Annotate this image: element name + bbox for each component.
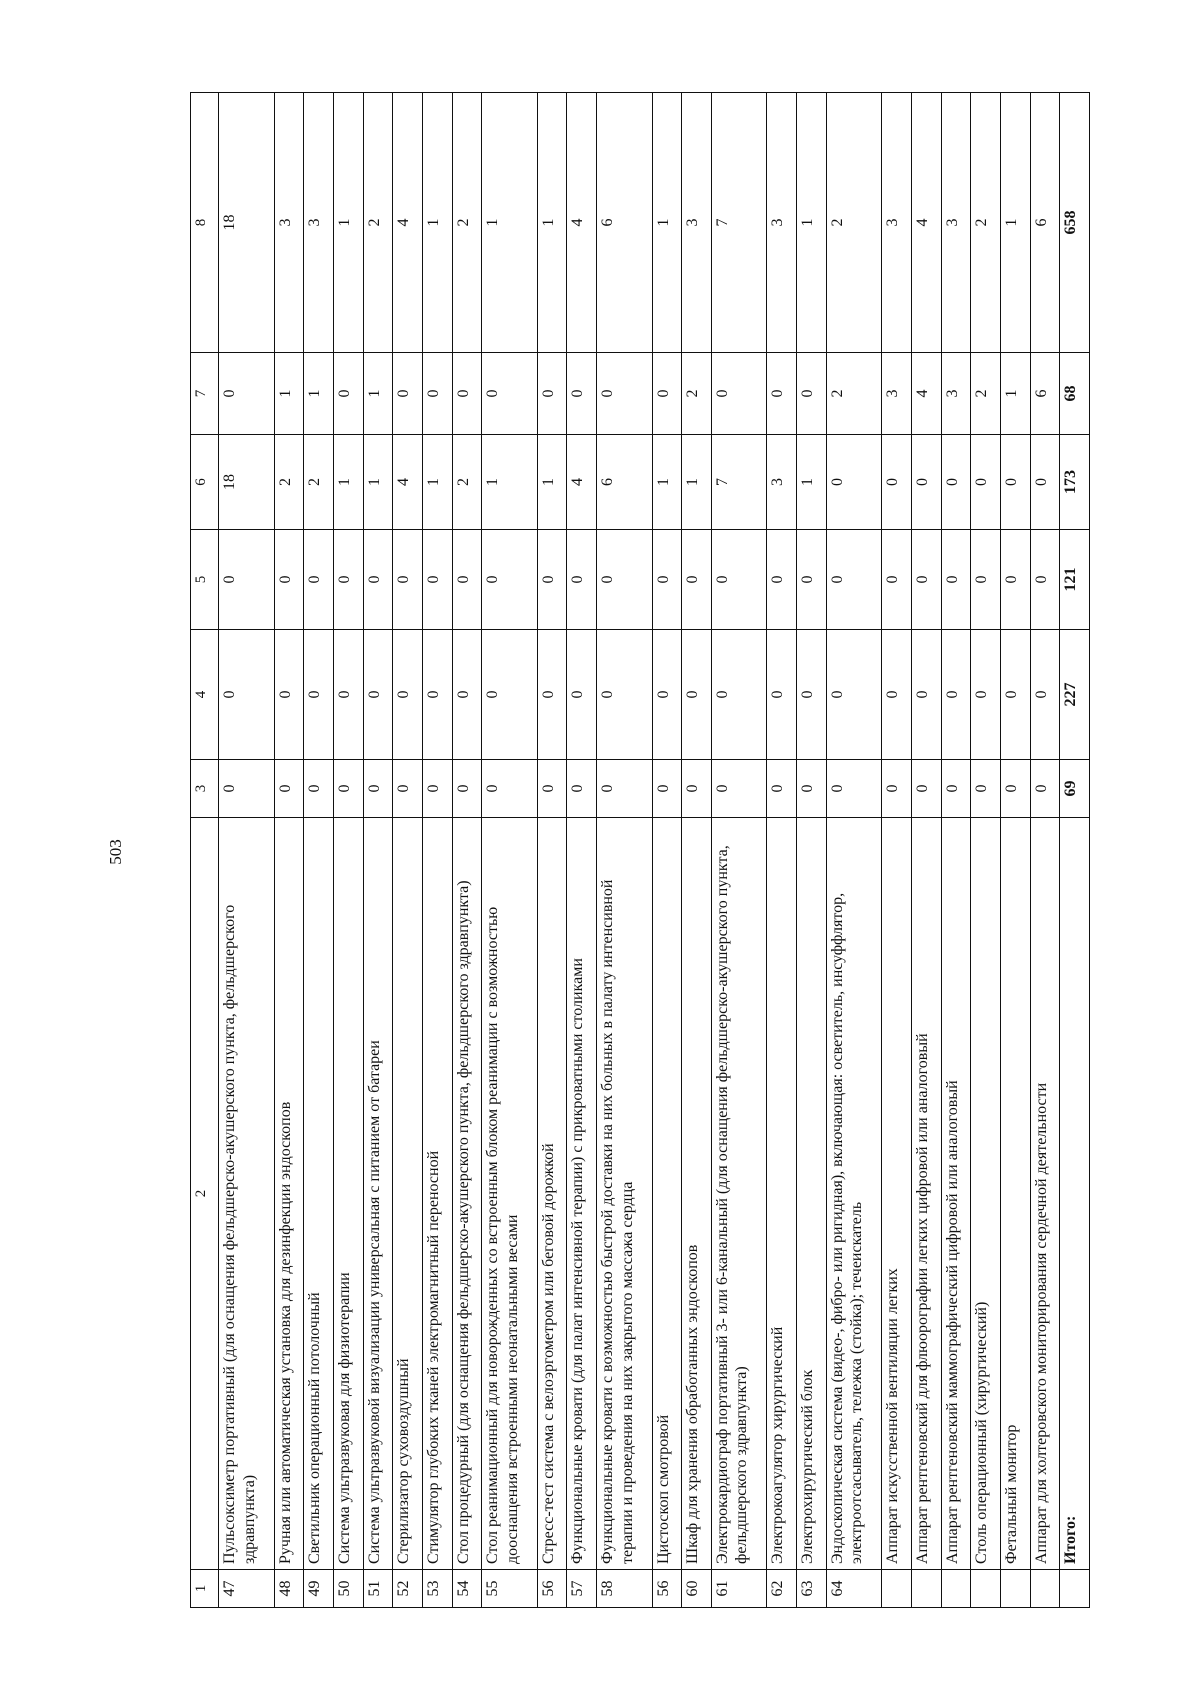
row-number: 55 [482, 1570, 537, 1608]
quantity-cell: 1 [422, 93, 452, 353]
quantity-cell: 0 [882, 630, 912, 760]
quantity-cell: 3 [304, 93, 334, 353]
quantity-cell: 7 [711, 435, 766, 530]
quantity-cell: 0 [1000, 760, 1030, 818]
quantity-cell: 0 [652, 530, 682, 630]
quantity-cell: 3 [882, 93, 912, 353]
equipment-name: Пульсоксиметр портативный (для оснащения фельдшерско-акушерского пункта, фельдшерского здравпункта) [219, 818, 274, 1570]
total-cell: 68 [1060, 353, 1090, 435]
equipment-name: Аппарат рентгеновский для флюорографии легких цифровой или аналоговый [911, 818, 941, 1570]
table-row [219, 93, 274, 1608]
quantity-cell: 4 [911, 353, 941, 435]
table-row [1000, 93, 1030, 1608]
quantity-cell: 0 [826, 530, 881, 630]
table-row [363, 93, 393, 1608]
table-row [826, 93, 881, 1608]
column-header-5: 5 [191, 530, 219, 630]
row-number [882, 1570, 912, 1608]
quantity-cell: 0 [452, 353, 482, 435]
quantity-cell: 0 [567, 530, 597, 630]
table-row [682, 93, 712, 1608]
quantity-cell: 0 [941, 760, 971, 818]
quantity-cell: 0 [1000, 530, 1030, 630]
quantity-cell: 0 [882, 760, 912, 818]
quantity-cell: 0 [304, 760, 334, 818]
row-number: 50 [333, 1570, 363, 1608]
quantity-cell: 0 [682, 760, 712, 818]
quantity-cell: 1 [652, 435, 682, 530]
quantity-cell: 0 [767, 760, 797, 818]
total-cell: 121 [1060, 530, 1090, 630]
equipment-name: Эндоскопическая система (видео-, фибро- или ригидная), включающая: осветитель, инсуффлятор, электроотсасыватель, тележка (стойка); течеискатель [826, 818, 881, 1570]
table-row [711, 93, 766, 1608]
quantity-cell: 2 [971, 353, 1001, 435]
quantity-cell: 0 [826, 630, 881, 760]
quantity-cell: 1 [482, 93, 537, 353]
quantity-cell: 0 [422, 630, 452, 760]
quantity-cell: 2 [682, 353, 712, 435]
quantity-cell: 3 [882, 353, 912, 435]
equipment-name: Функциональные кровати (для палат интенсивной терапии) с прикроватными столиками [567, 818, 597, 1570]
table-row [767, 93, 797, 1608]
quantity-cell: 2 [452, 93, 482, 353]
quantity-cell: 1 [333, 93, 363, 353]
equipment-name: Аппарат рентгеновский маммографический цифровой или аналоговый [941, 818, 971, 1570]
quantity-cell: 1 [1000, 93, 1030, 353]
table-row [567, 93, 597, 1608]
table-header-row [191, 93, 219, 1608]
quantity-cell: 0 [274, 760, 304, 818]
quantity-cell: 1 [797, 435, 827, 530]
row-number: 63 [797, 1570, 827, 1608]
equipment-table [190, 92, 1090, 1608]
total-cell: 227 [1060, 630, 1090, 760]
quantity-cell: 6 [597, 93, 652, 353]
row-number [911, 1570, 941, 1608]
quantity-cell: 4 [911, 93, 941, 353]
quantity-cell: 3 [767, 435, 797, 530]
row-number: 56 [652, 1570, 682, 1608]
table-row [393, 93, 423, 1608]
equipment-name: Аппарат искусственной вентиляции легких [882, 818, 912, 1570]
quantity-cell: 4 [567, 435, 597, 530]
quantity-cell: 0 [971, 630, 1001, 760]
table-row [911, 93, 941, 1608]
quantity-cell: 0 [1030, 760, 1060, 818]
total-cell: 658 [1060, 93, 1090, 353]
quantity-cell: 0 [882, 530, 912, 630]
quantity-cell: 0 [219, 760, 274, 818]
quantity-cell: 2 [363, 93, 393, 353]
quantity-cell: 0 [767, 630, 797, 760]
quantity-cell: 0 [797, 760, 827, 818]
quantity-cell: 1 [304, 353, 334, 435]
table-row [537, 93, 567, 1608]
equipment-name: Электрохирургический блок [797, 818, 827, 1570]
equipment-name: Стол процедурный (для оснащения фельдшерско-акушерского пункта, фельдшерского здравпункта) [452, 818, 482, 1570]
table-row [333, 93, 363, 1608]
equipment-name: Стимулятор глубоких тканей электромагнитный переносной [422, 818, 452, 1570]
quantity-cell: 0 [711, 530, 766, 630]
row-number: 64 [826, 1570, 881, 1608]
quantity-cell: 3 [682, 93, 712, 353]
quantity-cell: 18 [219, 93, 274, 353]
quantity-cell: 0 [711, 630, 766, 760]
quantity-cell: 0 [363, 760, 393, 818]
quantity-cell: 0 [452, 630, 482, 760]
quantity-cell: 2 [304, 435, 334, 530]
row-number: 62 [767, 1570, 797, 1608]
quantity-cell: 0 [1030, 630, 1060, 760]
equipment-name: Стерилизатор суховоздушный [393, 818, 423, 1570]
column-header-2: 2 [191, 818, 219, 1570]
row-number: 51 [363, 1570, 393, 1608]
quantity-cell: 1 [422, 435, 452, 530]
quantity-cell: 6 [1030, 93, 1060, 353]
row-number: 61 [711, 1570, 766, 1608]
row-number: 53 [422, 1570, 452, 1608]
column-header-4: 4 [191, 630, 219, 760]
quantity-cell: 1 [274, 353, 304, 435]
quantity-cell: 0 [333, 630, 363, 760]
quantity-cell: 0 [393, 530, 423, 630]
quantity-cell: 6 [1030, 353, 1060, 435]
quantity-cell: 1 [363, 353, 393, 435]
quantity-cell: 0 [767, 530, 797, 630]
quantity-cell: 4 [393, 435, 423, 530]
quantity-cell: 0 [941, 630, 971, 760]
quantity-cell: 0 [711, 760, 766, 818]
table-row [797, 93, 827, 1608]
table-row [597, 93, 652, 1608]
equipment-name: Фетальный монитор [1000, 818, 1030, 1570]
quantity-cell: 0 [911, 760, 941, 818]
equipment-name: Система ультразвуковая для физиотерапии [333, 818, 363, 1570]
row-number: 57 [567, 1570, 597, 1608]
quantity-cell: 0 [911, 435, 941, 530]
row-number: 48 [274, 1570, 304, 1608]
quantity-cell: 0 [971, 760, 1001, 818]
quantity-cell: 0 [1030, 530, 1060, 630]
quantity-cell: 0 [219, 530, 274, 630]
column-header-3: 3 [191, 760, 219, 818]
quantity-cell: 0 [393, 630, 423, 760]
column-header-7: 7 [191, 353, 219, 435]
quantity-cell: 0 [682, 530, 712, 630]
quantity-cell: 0 [597, 630, 652, 760]
row-number [941, 1570, 971, 1608]
total-cell: 173 [1060, 435, 1090, 530]
quantity-cell: 3 [767, 93, 797, 353]
quantity-cell: 0 [274, 530, 304, 630]
quantity-cell: 1 [482, 435, 537, 530]
row-number: 58 [597, 1570, 652, 1608]
quantity-cell: 0 [652, 630, 682, 760]
quantity-cell: 0 [911, 630, 941, 760]
column-header-8: 8 [191, 93, 219, 353]
quantity-cell: 0 [482, 353, 537, 435]
total-number-cell [1060, 1570, 1090, 1608]
quantity-cell: 0 [482, 530, 537, 630]
row-number: 47 [219, 1570, 274, 1608]
quantity-cell: 0 [537, 760, 567, 818]
quantity-cell: 0 [219, 353, 274, 435]
quantity-cell: 0 [567, 353, 597, 435]
quantity-cell: 2 [826, 93, 881, 353]
column-header-1: 1 [191, 1570, 219, 1608]
quantity-cell: 3 [274, 93, 304, 353]
quantity-cell: 4 [567, 93, 597, 353]
table-row [452, 93, 482, 1608]
table-row [1030, 93, 1060, 1608]
quantity-cell: 0 [597, 353, 652, 435]
equipment-name: Цистоскоп смотровой [652, 818, 682, 1570]
quantity-cell: 1 [682, 435, 712, 530]
quantity-cell: 6 [597, 435, 652, 530]
quantity-cell: 0 [482, 760, 537, 818]
quantity-cell: 0 [422, 760, 452, 818]
row-number [971, 1570, 1001, 1608]
table-row [274, 93, 304, 1608]
quantity-cell: 2 [274, 435, 304, 530]
quantity-cell: 0 [219, 630, 274, 760]
equipment-name: Столь операционный (хирургический) [971, 818, 1001, 1570]
total-cell: 69 [1060, 760, 1090, 818]
equipment-name: Электрокардиограф портативный 3- или 6-канальный (для оснащения фельдшерско-акушерского пункта, фельдшерского здравпункта) [711, 818, 766, 1570]
table-row [882, 93, 912, 1608]
quantity-cell: 2 [452, 435, 482, 530]
quantity-cell: 1 [537, 435, 567, 530]
row-number: 49 [304, 1570, 334, 1608]
quantity-cell: 0 [652, 353, 682, 435]
total-row [1060, 93, 1090, 1608]
quantity-cell: 0 [711, 353, 766, 435]
quantity-cell: 1 [797, 93, 827, 353]
row-number [1030, 1570, 1060, 1608]
quantity-cell: 0 [482, 630, 537, 760]
rotated-table-container [190, 93, 1090, 1608]
quantity-cell: 1 [333, 435, 363, 530]
equipment-name: Стресс-тест система с велоэргометром или беговой дорожкой [537, 818, 567, 1570]
quantity-cell: 0 [304, 530, 334, 630]
quantity-cell: 0 [304, 630, 334, 760]
quantity-cell: 0 [682, 630, 712, 760]
quantity-cell: 0 [971, 530, 1001, 630]
row-number [1000, 1570, 1030, 1608]
quantity-cell: 0 [567, 760, 597, 818]
equipment-name: Электрокоагулятор хирургический [767, 818, 797, 1570]
quantity-cell: 1 [652, 93, 682, 353]
column-header-6: 6 [191, 435, 219, 530]
equipment-name: Ручная или автоматическая установка для дезинфекции эндоскопов [274, 818, 304, 1570]
row-number: 56 [537, 1570, 567, 1608]
quantity-cell: 0 [567, 630, 597, 760]
quantity-cell: 0 [452, 760, 482, 818]
quantity-cell: 0 [797, 353, 827, 435]
total-label: Итого: [1060, 818, 1090, 1570]
quantity-cell: 0 [393, 760, 423, 818]
quantity-cell: 0 [597, 530, 652, 630]
quantity-cell: 0 [333, 760, 363, 818]
quantity-cell: 0 [767, 353, 797, 435]
quantity-cell: 0 [422, 530, 452, 630]
quantity-cell: 0 [274, 630, 304, 760]
quantity-cell: 3 [941, 353, 971, 435]
quantity-cell: 3 [941, 93, 971, 353]
quantity-cell: 0 [597, 760, 652, 818]
quantity-cell: 4 [393, 93, 423, 353]
quantity-cell: 0 [826, 435, 881, 530]
quantity-cell: 18 [219, 435, 274, 530]
equipment-name: Шкаф для хранения обработанных эндоскопов [682, 818, 712, 1570]
quantity-cell: 0 [911, 530, 941, 630]
quantity-cell: 1 [537, 93, 567, 353]
quantity-cell: 0 [363, 530, 393, 630]
quantity-cell: 0 [452, 530, 482, 630]
quantity-cell: 0 [941, 530, 971, 630]
table-row [422, 93, 452, 1608]
row-number: 60 [682, 1570, 712, 1608]
row-number: 54 [452, 1570, 482, 1608]
equipment-name: Аппарат для холтеровского мониторирования сердечной деятельности [1030, 818, 1060, 1570]
quantity-cell: 0 [797, 630, 827, 760]
quantity-cell: 0 [941, 435, 971, 530]
quantity-cell: 1 [363, 435, 393, 530]
quantity-cell: 0 [333, 530, 363, 630]
quantity-cell: 0 [652, 760, 682, 818]
equipment-name: Светильник операционный потолочный [304, 818, 334, 1570]
quantity-cell: 0 [537, 630, 567, 760]
quantity-cell: 0 [537, 353, 567, 435]
page-number: 503 [106, 839, 125, 865]
quantity-cell: 0 [1000, 630, 1030, 760]
quantity-cell: 0 [971, 435, 1001, 530]
quantity-cell: 0 [797, 530, 827, 630]
quantity-cell: 0 [882, 435, 912, 530]
quantity-cell: 7 [711, 93, 766, 353]
quantity-cell: 0 [1030, 435, 1060, 530]
equipment-name: Система ультразвуковой визуализации универсальная с питанием от батареи [363, 818, 393, 1570]
quantity-cell: 0 [422, 353, 452, 435]
equipment-name: Стол реанимационный для новорожденных со встроенным блоком реанимации с возможностью дооснащения встроенными неонатальными весами [482, 818, 537, 1570]
quantity-cell: 2 [971, 93, 1001, 353]
quantity-cell: 0 [537, 530, 567, 630]
table-row [652, 93, 682, 1608]
quantity-cell: 0 [826, 760, 881, 818]
table-row [482, 93, 537, 1608]
table-row [304, 93, 334, 1608]
table-row [971, 93, 1001, 1608]
quantity-cell: 0 [393, 353, 423, 435]
table-row [941, 93, 971, 1608]
quantity-cell: 0 [1000, 435, 1030, 530]
quantity-cell: 0 [363, 630, 393, 760]
equipment-name: Функциональные кровати с возможностью быстрой доставки на них больных в палату интенсивной терапии и проведения на них закрытого массажа сердца [597, 818, 652, 1570]
row-number: 52 [393, 1570, 423, 1608]
quantity-cell: 1 [1000, 353, 1030, 435]
quantity-cell: 2 [826, 353, 881, 435]
quantity-cell: 0 [333, 353, 363, 435]
